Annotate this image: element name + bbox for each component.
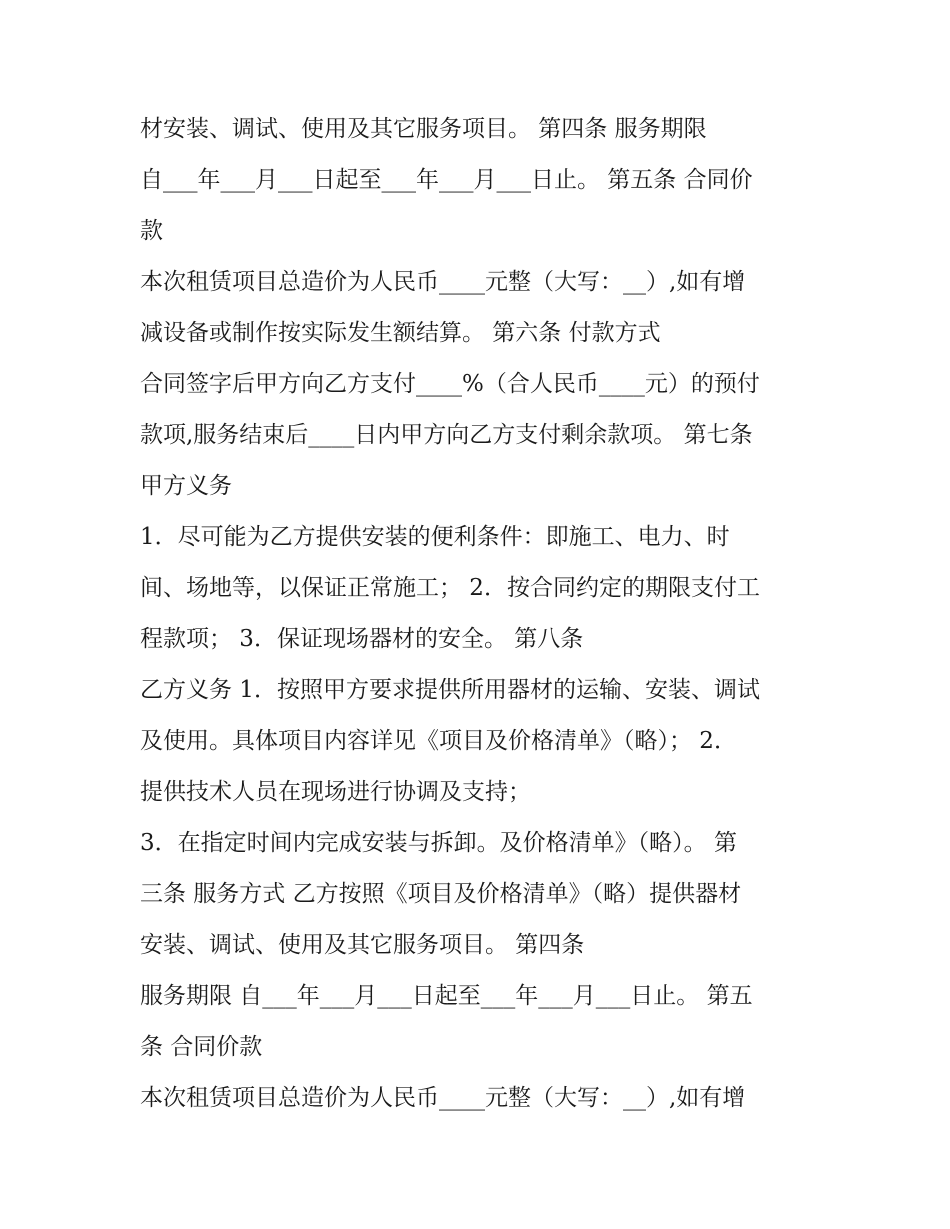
- document-body: [140, 104, 830, 1124]
- text-line: 程款项； 3．保证现场器材的安全。 第八条: [140, 626, 584, 652]
- text-line: 款项,服务结束后____日内甲方向乙方支付剩余款项。 第七条: [140, 422, 753, 448]
- text-line: 条 合同价款: [140, 1034, 263, 1060]
- text-line: 乙方义务 1．按照甲方要求提供所用器材的运输、安装、调试: [140, 677, 760, 703]
- text-line: 3．在指定时间内完成安装与拆卸。及价格清单》（略）。 第: [140, 830, 737, 856]
- text-line: 款: [140, 218, 163, 244]
- text-line: 安装、调试、使用及其它服务项目。 第四条: [140, 932, 585, 958]
- text-line: 及使用。具体项目内容详见《项目及价格清单》（略）； 2．: [140, 728, 737, 754]
- text-line: 减设备或制作按实际发生额结算。 第六条 付款方式: [140, 320, 661, 346]
- text-line: 甲方义务: [140, 473, 232, 499]
- text-line: 自___年___月___日起至___年___月___日止。 第五条 合同价: [140, 167, 753, 193]
- text-line: 本次租赁项目总造价为人民币____元整（大写：__）,如有增: [140, 269, 746, 295]
- text-line: 三条 服务方式 乙方按照《项目及价格清单》（略）提供器材: [140, 881, 742, 907]
- text-line: 间、场地等，以保证正常施工； 2．按合同约定的期限支付工: [140, 575, 760, 601]
- text-line: 1．尽可能为乙方提供安装的便利条件：即施工、电力、时: [140, 524, 730, 550]
- text-line: 材安装、调试、使用及其它服务项目。 第四条 服务期限: [140, 116, 707, 142]
- text-line: 提供技术人员在现场进行协调及支持；: [140, 779, 531, 805]
- text-line: 服务期限 自___年___月___日起至___年___月___日止。 第五: [140, 983, 753, 1009]
- text-line: 本次租赁项目总造价为人民币____元整（大写：__）,如有增: [140, 1085, 746, 1111]
- text-line: 合同签字后甲方向乙方支付____%（合人民币____元）的预付: [140, 371, 760, 397]
